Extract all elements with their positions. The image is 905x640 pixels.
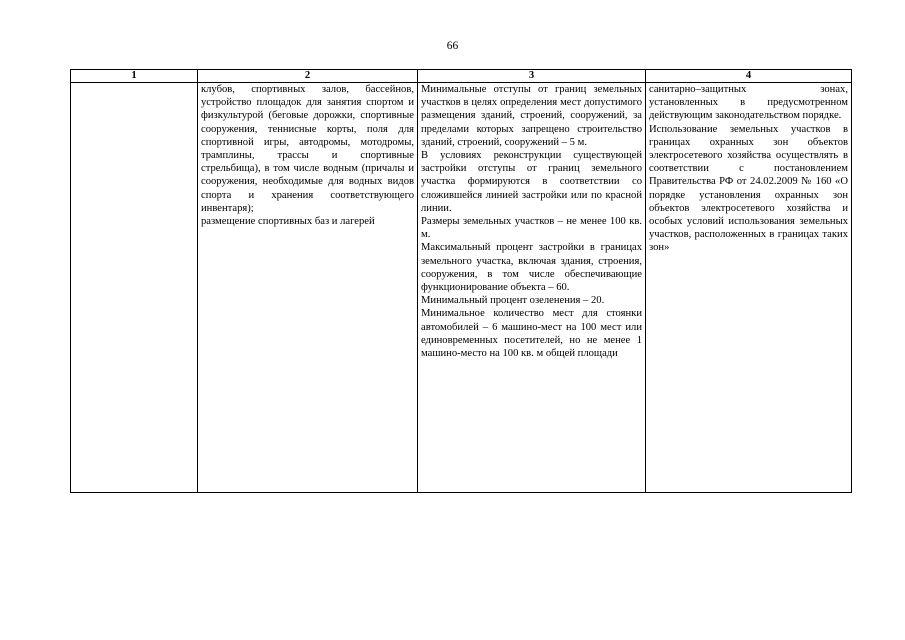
cell-zone-code bbox=[71, 83, 198, 493]
cell-parameters bbox=[418, 83, 646, 493]
parameter-text: В условиях реконструкции существующей застройки отступы от границ земельного участка формируются в соответствии со сложившейся линией застройки или по красной линии. bbox=[421, 150, 642, 214]
cell-permitted-uses bbox=[198, 83, 418, 493]
permitted-uses-text: клубов, спортивных залов, бассейнов, устройство площадок для занятия спортом и физкультурой (беговые дорожки, спортивные сооружения, теннисные корты, поля для спортивной игры, автодромы, мотодромы, трамплины, трассы и спортивные стрельбища), в том числе водным (причалы и сооружения, необходимые для водных видов спорта и хранения соответствующего инвентаря); bbox=[201, 84, 414, 214]
column-header-4: 4 bbox=[646, 70, 852, 83]
permitted-uses-text: размещение спортивных баз и лагерей bbox=[201, 216, 375, 228]
parameter-text: Минимальный процент озеленения – 20. bbox=[421, 295, 605, 307]
parameter-text: Минимальное количество мест для стоянки автомобилей – 6 машино-мест на 100 мест или единовременных посетителей, но не менее 1 машино-место на 100 кв. м общей площади bbox=[421, 308, 642, 360]
column-header-2: 2 bbox=[198, 70, 418, 83]
cell-restrictions bbox=[646, 83, 852, 493]
column-header-3: 3 bbox=[418, 70, 646, 83]
land-use-regulations-table bbox=[70, 69, 852, 493]
restriction-text: Использование земельных участков в границах охранных зон объектов электросетевого хозяйства осуществлять в соответствии с постановлением Правительства РФ от 24.02.2009 № 160 «О порядке установления охранных зон объектов электросетевого хозяйства и особых условий использования земельных участков, расположенных в границах таких зон» bbox=[649, 123, 848, 254]
parameter-text: Минимальные отступы от границ земельных участков в целях определения мест допустимого размещения зданий, строений, сооружений, за пределами которых запрещено строительство зданий, строений, сооружений – 5 м. bbox=[421, 84, 642, 148]
parameter-text: Размеры земельных участков – не менее 100 кв. м. bbox=[421, 216, 642, 241]
column-header-1: 1 bbox=[71, 70, 198, 83]
table-row bbox=[71, 83, 852, 493]
parameter-text: Максимальный процент застройки в границах земельного участка, включая здания, строения, сооружения, в том числе обеспечивающие функционирование объекта – 60. bbox=[421, 242, 642, 294]
restriction-text: санитарно–защитных зонах, установленных в предусмотренном действующим законодательством порядке. bbox=[649, 84, 848, 122]
table-header-row bbox=[71, 70, 852, 83]
page-number: 66 bbox=[446, 40, 459, 52]
